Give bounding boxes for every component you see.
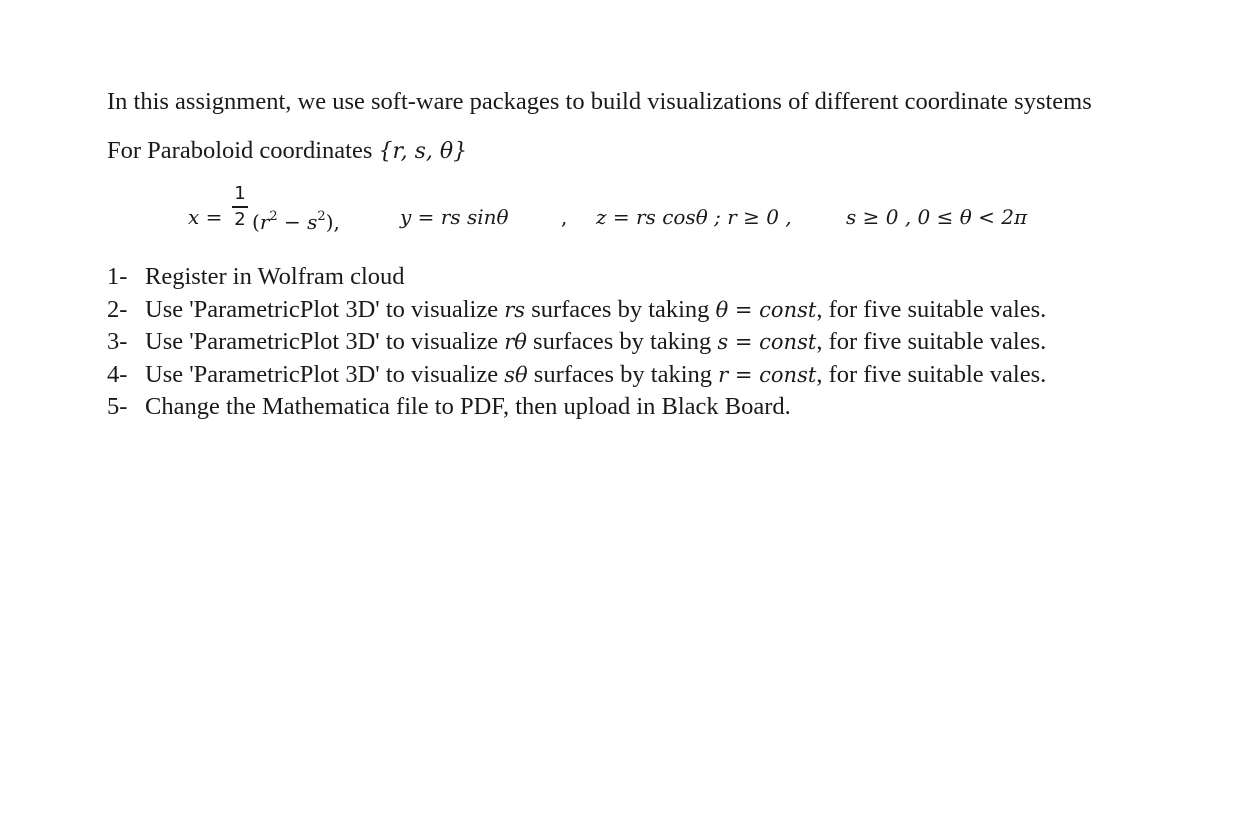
formula-y-expr: y = rs sinθ [400, 205, 509, 229]
list-item-text: Change the Mathematica file to PDF, then upload in Black Board. [145, 393, 791, 420]
fraction-denominator: 2 [234, 208, 246, 230]
formula-z-expr: z = rs cosθ ; r ≥ 0 , [596, 205, 792, 229]
list-item-number: 3- [107, 328, 128, 355]
formula-x-lhs: x = [188, 205, 223, 229]
formula-x-rhs: $(r^2 - s^2)$, [252, 209, 340, 234]
fraction-numerator: 1 [234, 183, 246, 204]
coordinates-set: {r, s, θ} [378, 139, 468, 164]
list-item-number: 4- [107, 360, 128, 388]
list-item-number: 5- [107, 393, 128, 420]
list-item-text: Use 'ParametricPlot 3D' to visualize rθ surfaces by taking s = const, for five suitable vales. [145, 328, 1047, 355]
formula-fraction [232, 183, 248, 231]
list-item [107, 261, 1046, 294]
list-item-text: Use 'ParametricPlot 3D' to visualize sθ surfaces by taking r = const, for five suitable vales. [145, 360, 1047, 388]
list-item-text: Use 'ParametricPlot 3D' to visualize rs surfaces by taking θ = const, for five suitable vales. [145, 295, 1047, 323]
formula-comma: , [561, 205, 568, 229]
list-item-number: 1- [107, 263, 128, 290]
intro-paragraph: In this assignment, we use soft-ware packages to build visualizations of different coordinate systems [107, 88, 1092, 115]
list-item-number: 2- [107, 295, 128, 323]
coordinates-prefix: For Paraboloid coordinates [107, 137, 379, 164]
list-item-text: Register in Wolfram cloud [145, 263, 405, 290]
coordinates-heading [107, 135, 467, 168]
formula-conditions: s ≥ 0 , 0 ≤ θ < 2π [846, 205, 1028, 229]
fraction-bar [232, 206, 248, 208]
list-item [107, 326, 1046, 359]
task-list [107, 261, 1046, 424]
list-item [107, 294, 1046, 327]
list-item [107, 359, 1046, 392]
list-item [107, 391, 1046, 424]
parametric-formula [188, 183, 1068, 247]
